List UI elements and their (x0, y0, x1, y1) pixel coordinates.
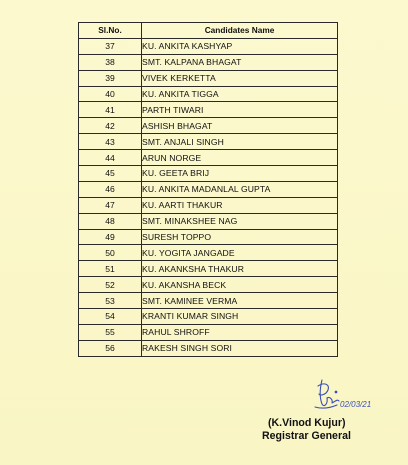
sl-no-header: Sl.No. (79, 23, 142, 39)
table-row (79, 324, 338, 340)
table-header-row (79, 23, 338, 39)
table-row (79, 340, 338, 356)
sl-no-cell: 37 (79, 38, 142, 54)
candidate-name-cell: KU. AARTI THAKUR (142, 197, 338, 213)
sl-no-cell: 40 (79, 86, 142, 102)
candidate-name-cell: KU. AKANKSHA THAKUR (142, 261, 338, 277)
candidate-name-cell: ARUN NORGE (142, 150, 338, 166)
sl-no-cell: 42 (79, 118, 142, 134)
table-row (79, 118, 338, 134)
table-row (79, 293, 338, 309)
table-row (79, 309, 338, 325)
sl-no-cell: 48 (79, 213, 142, 229)
table-row (79, 213, 338, 229)
sl-no-cell: 55 (79, 324, 142, 340)
sl-no-cell: 53 (79, 293, 142, 309)
candidate-name-cell: SMT. KALPANA BHAGAT (142, 54, 338, 70)
table-row (79, 102, 338, 118)
candidate-name-cell: PARTH TIWARI (142, 102, 338, 118)
table-row (79, 150, 338, 166)
sl-no-cell: 39 (79, 70, 142, 86)
signature-image (310, 374, 388, 414)
table-row (79, 245, 338, 261)
candidate-name-cell: KU. AKANSHA BECK (142, 277, 338, 293)
sl-no-cell: 41 (79, 102, 142, 118)
table-row (79, 261, 338, 277)
signatory-name: (K.Vinod Kujur) (268, 417, 346, 429)
signature-date: 02/03/21 (340, 400, 372, 409)
table-row (79, 86, 338, 102)
candidate-name-cell: SMT. MINAKSHEE NAG (142, 213, 338, 229)
candidate-name-cell: KU. ANKITA MADANLAL GUPTA (142, 181, 338, 197)
candidates-name-header: Candidates Name (142, 23, 338, 39)
candidate-name-cell: SMT. KAMINEE VERMA (142, 293, 338, 309)
sl-no-cell: 46 (79, 181, 142, 197)
candidate-name-cell: KU. ANKITA KASHYAP (142, 38, 338, 54)
table-row (79, 277, 338, 293)
candidate-name-cell: VIVEK KERKETTA (142, 70, 338, 86)
sl-no-cell: 52 (79, 277, 142, 293)
sl-no-cell: 43 (79, 134, 142, 150)
sl-no-cell: 47 (79, 197, 142, 213)
sl-no-cell: 38 (79, 54, 142, 70)
table-row (79, 70, 338, 86)
table-row (79, 229, 338, 245)
candidate-name-cell: KU. YOGITA JANGADE (142, 245, 338, 261)
table-row (79, 166, 338, 182)
sl-no-cell: 44 (79, 150, 142, 166)
candidate-name-cell: SURESH TOPPO (142, 229, 338, 245)
table-row (79, 134, 338, 150)
sl-no-cell: 54 (79, 309, 142, 325)
signatory-designation: Registrar General (262, 430, 351, 442)
table-row (79, 181, 338, 197)
table-body (79, 38, 338, 356)
table-row (79, 54, 338, 70)
table-row (79, 197, 338, 213)
sl-no-cell: 49 (79, 229, 142, 245)
sl-no-cell: 51 (79, 261, 142, 277)
candidate-name-cell: RAKESH SINGH SORI (142, 340, 338, 356)
candidate-name-cell: SMT. ANJALI SINGH (142, 134, 338, 150)
sl-no-cell: 56 (79, 340, 142, 356)
candidate-name-cell: KRANTI KUMAR SINGH (142, 309, 338, 325)
sl-no-cell: 45 (79, 166, 142, 182)
candidate-name-cell: RAHUL SHROFF (142, 324, 338, 340)
candidate-name-cell: KU. ANKITA TIGGA (142, 86, 338, 102)
table-row (79, 38, 338, 54)
candidates-table (78, 22, 338, 357)
candidate-name-cell: ASHISH BHAGAT (142, 118, 338, 134)
candidate-name-cell: KU. GEETA BRIJ (142, 166, 338, 182)
signatory-block (262, 417, 351, 443)
sl-no-cell: 50 (79, 245, 142, 261)
